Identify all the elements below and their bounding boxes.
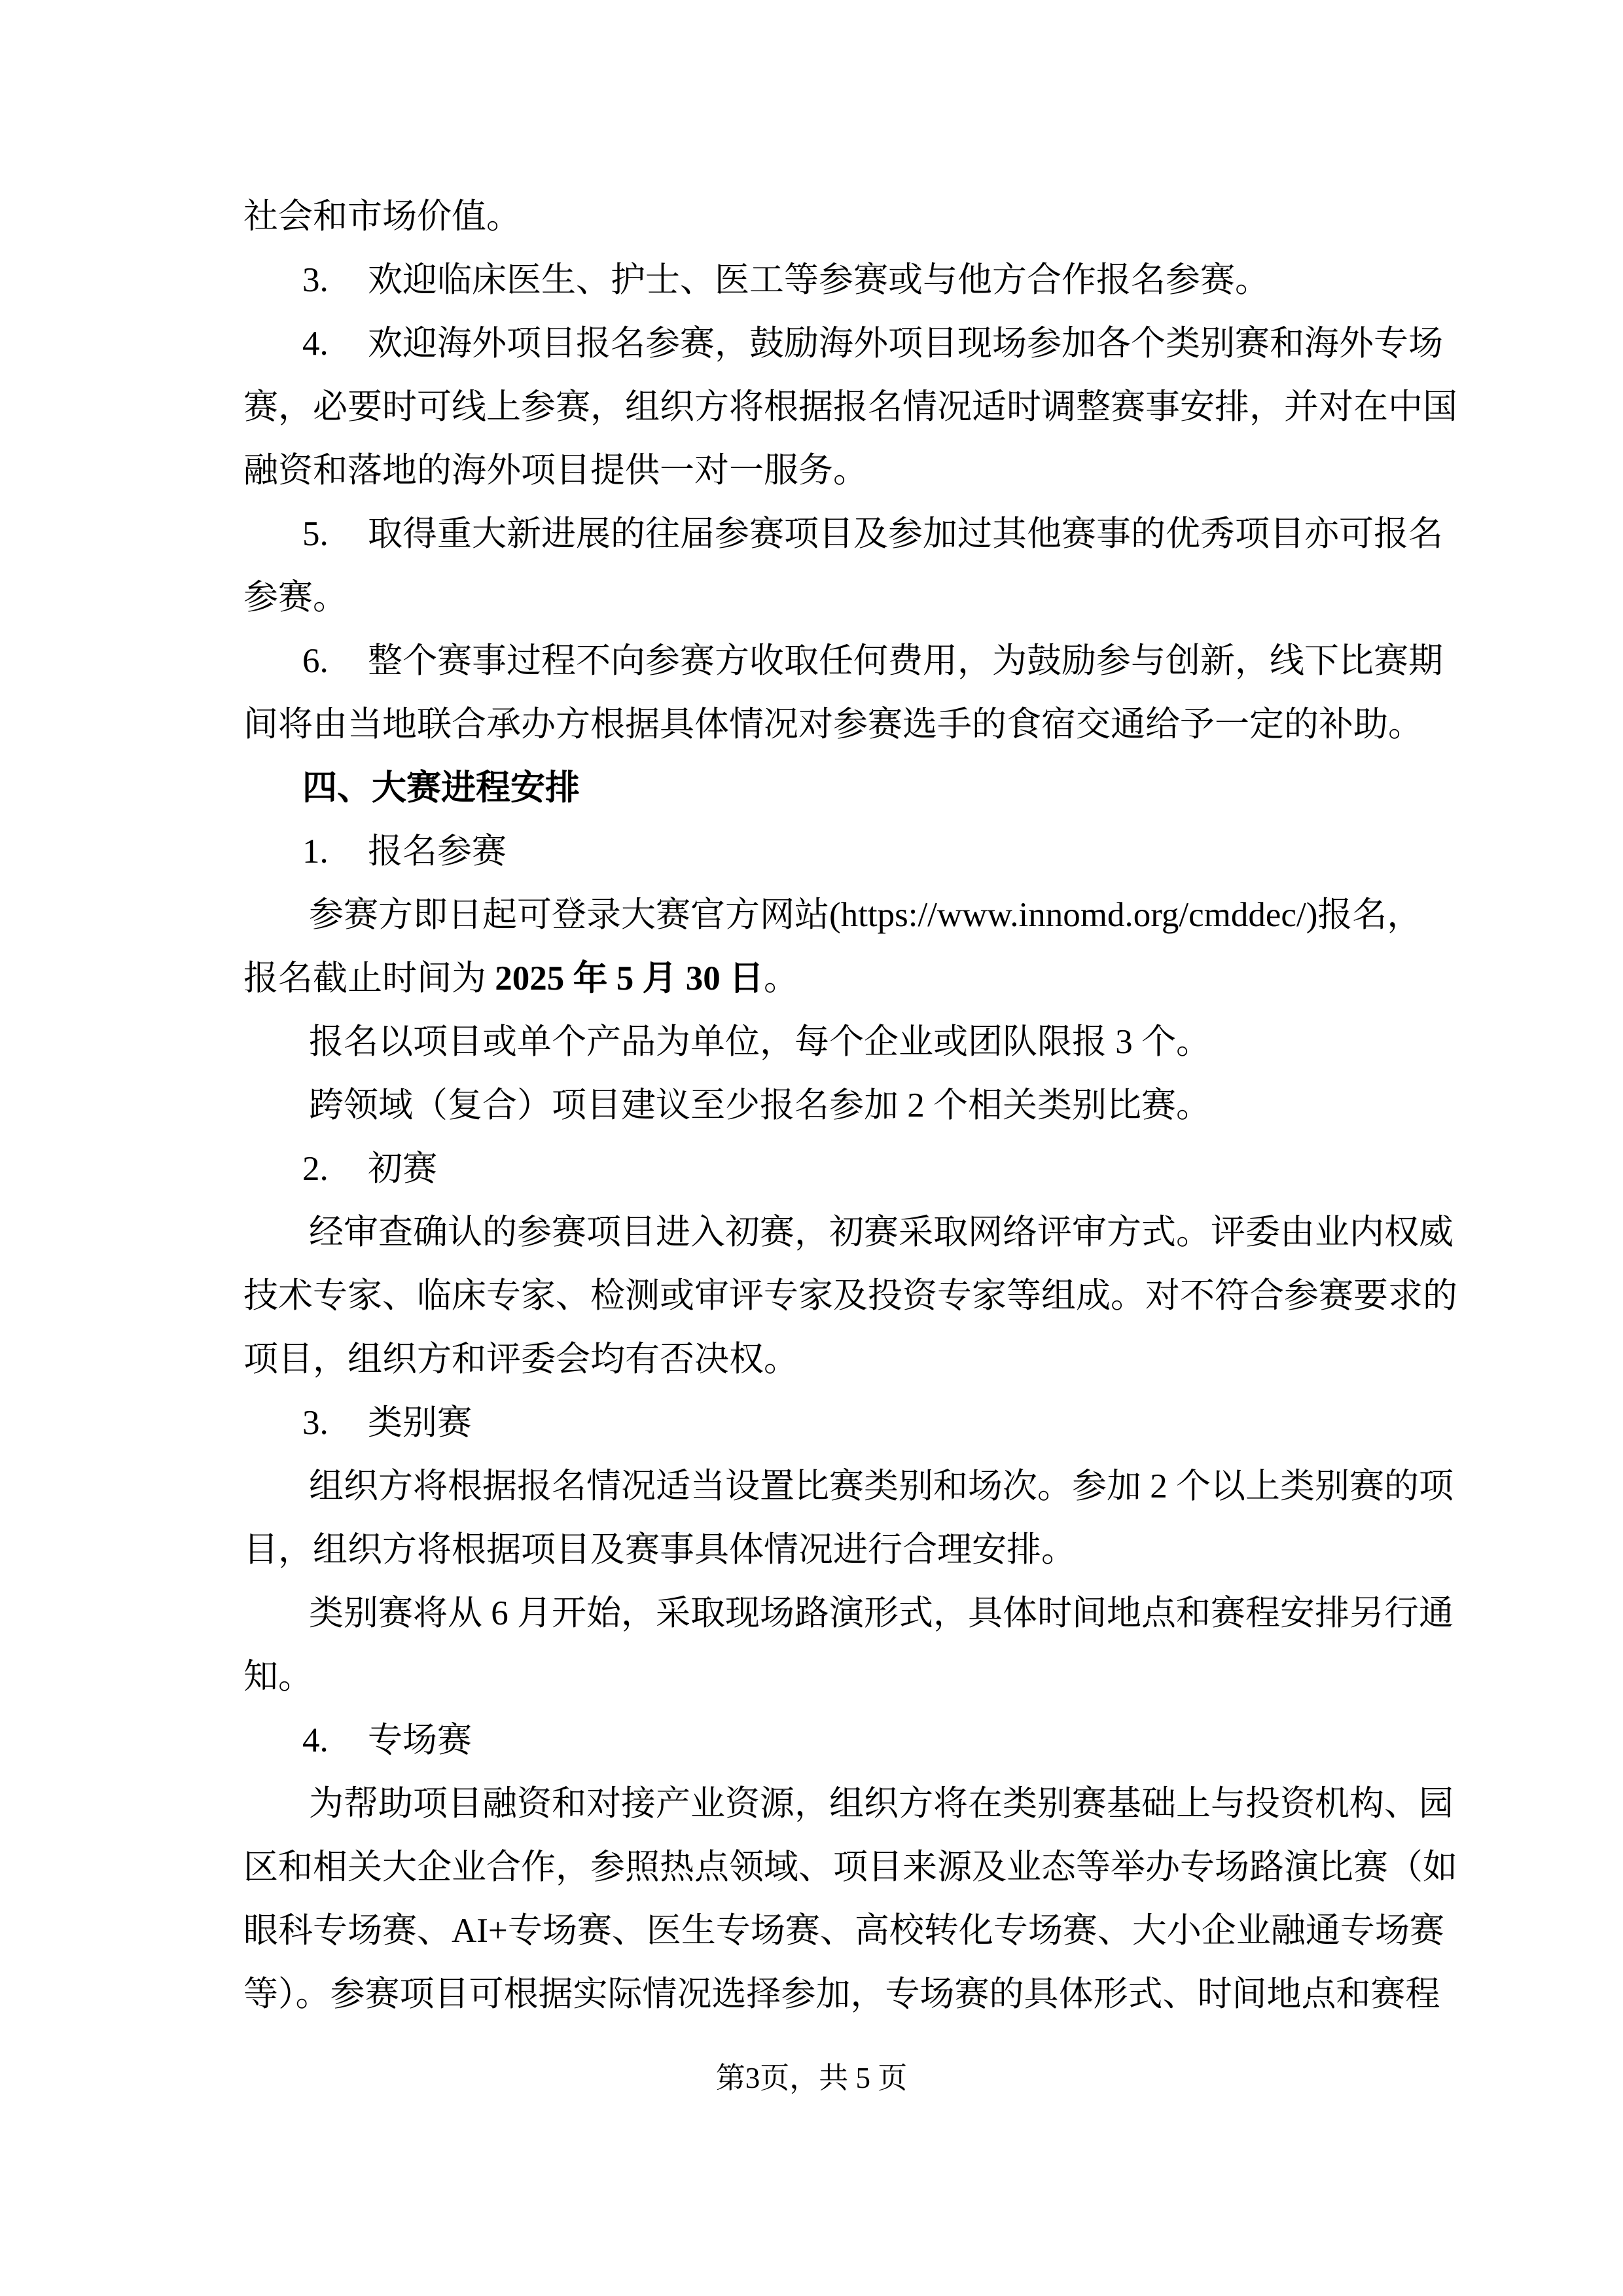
list-item-number: 3. (302, 261, 329, 299)
document-body (243, 185, 1457, 2026)
list-item-number: 4. (302, 325, 329, 363)
list-item-text: 类别赛 (368, 1404, 472, 1442)
paragraph-line (243, 884, 1422, 947)
list-item-number: 2. (302, 1150, 329, 1188)
paragraph-line: 类别赛将从 6 月开始，采取现场路演形式，具体时间地点和赛程安排另行通 (309, 1594, 1454, 1632)
deadline-prefix: 报名截止时间为 (243, 960, 495, 997)
paragraph-line: 跨领域（复合）项目建议至少报名参加 2 个相关类别比赛。 (309, 1086, 1211, 1124)
paragraph-line: 技术专家、临床专家、检测或审评专家及投资专家等组成。对不符合参赛要求的 (243, 1277, 1457, 1315)
paragraph-line: 经审查确认的参赛项目进入初赛，初赛采取网络评审方式。评委由业内权威 (309, 1213, 1454, 1251)
list-item-text: 欢迎临床医生、护士、医工等参赛或与他方合作报名参赛。 (368, 261, 1270, 299)
list-item-text: 报名参赛 (368, 833, 507, 870)
paragraph-line: 区和相关大企业合作，参照热点领域、项目来源及业态等举办专场路演比赛（如 (243, 1848, 1457, 1886)
deadline-suffix: 。 (764, 960, 798, 997)
deadline-date: 2025 年 5 月 30 日 (495, 960, 764, 997)
paragraph-line: 等）。参赛项目可根据实际情况选择参加，专场赛的具体形式、时间地点和赛程 (243, 1975, 1440, 2013)
list-item-number: 6. (302, 642, 329, 680)
list-item-text: 专场赛 (368, 1721, 472, 1759)
paragraph-line: 参赛。 (243, 579, 348, 617)
paragraph-line: 为帮助项目融资和对接产业资源，组织方将在类别赛基础上与投资机构、园 (309, 1785, 1454, 1823)
list-item-line (243, 1138, 1380, 1201)
paragraph-line: 眼科专场赛、AI+专场赛、医生专场赛、高校转化专场赛、大小企业融通专场赛 (243, 1912, 1444, 1950)
list-item-line (243, 630, 1443, 693)
paragraph-line: 间将由当地联合承办方根据具体情况对参赛选手的食宿交通给予一定的补助。 (243, 706, 1423, 744)
paragraph-line: 目，组织方将根据项目及赛事具体情况进行合理安排。 (243, 1531, 1076, 1569)
list-item-text: 欢迎海外项目报名参赛，鼓励海外项目现场参加各个类别赛和海外专场 (368, 325, 1443, 363)
url-line-suffix: )报名， (1306, 896, 1422, 934)
url-text: https://www.innomd.org/cmddec/ (840, 896, 1306, 934)
list-item-number: 4. (302, 1721, 329, 1759)
paragraph-line: 报名以项目或单个产品为单位，每个企业或团队限报 3 个。 (309, 1023, 1211, 1061)
list-item-number: 5. (302, 515, 329, 553)
paragraph-line (243, 947, 1380, 1011)
list-item-number: 3. (302, 1404, 329, 1442)
list-item-text: 初赛 (368, 1150, 437, 1188)
paragraph-line: 组织方将根据报名情况适当设置比赛类别和场次。参加 2 个以上类别赛的项 (309, 1467, 1454, 1505)
list-item-number: 1. (302, 833, 329, 870)
list-item-line (243, 1709, 1380, 1772)
page-footer: 第3页，共 5 页 (715, 2062, 908, 2094)
paragraph-line: 知。 (243, 1658, 313, 1696)
list-item-text: 整个赛事过程不向参赛方收取任何费用，为鼓励参与创新，线下比赛期 (368, 642, 1443, 680)
list-item-line (243, 820, 1380, 884)
list-item-line (243, 312, 1443, 376)
list-item-line (243, 503, 1443, 566)
list-item-text: 取得重大新进展的往届参赛项目及参加过其他赛事的优秀项目亦可报名 (368, 515, 1443, 553)
list-item-line (243, 249, 1380, 312)
paragraph-line: 赛，必要时可线上参赛，组织方将根据报名情况适时调整赛事安排，并对在中国 (243, 388, 1457, 426)
url-line-prefix: 参赛方即日起可登录大赛官方网站( (309, 896, 841, 934)
paragraph-line: 融资和落地的海外项目提供一对一服务。 (243, 452, 868, 490)
list-item-line (243, 1391, 1380, 1455)
paragraph-line: 社会和市场价值。 (243, 198, 521, 236)
section-heading: 四、大赛进程安排 (302, 769, 580, 807)
paragraph-line: 项目，组织方和评委会均有否决权。 (243, 1340, 798, 1378)
